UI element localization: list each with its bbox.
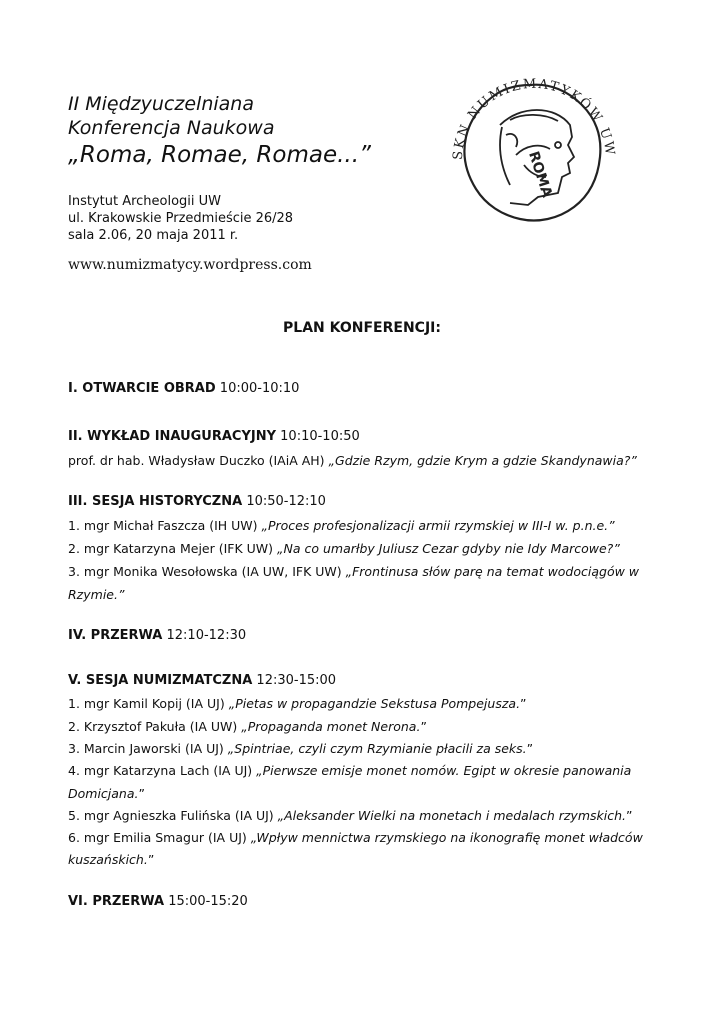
talk-title: „Propaganda monet Nerona. [241,719,421,734]
talk-title: „Wpływ mennictwa rzymskiego na ikonografię monet władców [250,830,643,845]
talk-line [68,541,620,556]
talk-title: „Frontinusa słów parę na temat wodociągów w [345,564,640,579]
section-heading: III. SESJA HISTORYCZNA [68,494,243,509]
talk-line [68,564,639,579]
talk-title-end: ” [420,719,427,734]
talk-speaker: 1. mgr Michał Faszcza (IH UW) [68,518,262,533]
talk-title: „Aleksander Wielki na monetach i medalach rzymskich. [277,808,626,823]
section-heading: II. WYKŁAD INAUGURACYJNY [68,429,277,444]
talk-line [68,830,643,845]
talk-title: „Pietas w propagandzie Sekstusa Pompejusza. [228,696,521,711]
title-line-1: II Międzyuczelniana [68,93,254,115]
section-heading: VI. PRZERWA [68,894,165,909]
title-line-3: „Roma, Romae, Romae...” [68,142,371,168]
talk-title: „Spintriae, czyli czym Rzymianie płacili za seks. [227,741,527,756]
talk-line [68,518,615,533]
talk-title: „Proces profesjonalizacji armii rzymskiej w III-I w. p.n.e.” [261,518,615,533]
section-time: 12:30-15:00 [256,673,337,688]
talk-title-end: ” [138,786,145,801]
conference-title [68,92,371,170]
talk-line-continued [68,786,145,801]
section-break-2 [68,894,248,909]
talk-speaker: 3. Marcin Jaworski (IA UJ) [68,741,228,756]
talk-speaker: 1. mgr Kamil Kopij (IA UJ) [68,696,229,711]
talk-line-continued [68,587,124,602]
section-time: 10:50-12:10 [246,494,326,509]
talk-line [68,696,527,711]
talk-line [68,453,637,468]
talk-line [68,763,631,778]
talk-speaker: 6. mgr Emilia Smagur (IA UJ) [68,830,251,845]
talk-title-continued: Rzymie.” [68,587,125,602]
talk-line [68,808,632,823]
talk-title-continued: Domicjana. [68,786,139,801]
section-historical [68,494,326,509]
section-time: 15:00-15:20 [168,894,248,909]
talk-speaker: prof. dr hab. Władysław Duczko (IAiA AH) [68,453,329,468]
website-link: www.numizmatycy.wordpress.com [68,257,312,273]
talk-title-end: ” [626,808,633,823]
address-line-2: ul. Krakowskie Przedmieście 26/28 [68,211,294,226]
section-heading: I. OTWARCIE OBRAD [68,381,216,396]
section-time: 10:10-10:50 [280,429,360,444]
club-logo-seal [440,65,620,235]
talk-speaker: 2. mgr Katarzyna Mejer (IFK UW) [68,541,278,556]
talk-title: „Pierwsze emisje monet nomów. Egipt w okresie panowania [256,763,632,778]
talk-speaker: 3. mgr Monika Wesołowska (IA UW, IFK UW) [68,564,346,579]
title-line-2: Konferencja Naukowa [68,117,275,139]
talk-title: „Na co umarłby Juliusz Cezar gdyby nie Idy Marcowe?” [277,541,620,556]
talk-title: „Gdzie Rzym, gdzie Krym a gdzie Skandynawia?” [328,453,637,468]
talk-speaker: 5. mgr Agnieszka Fulińska (IA UJ) [68,808,278,823]
talk-speaker: 2. Krzysztof Pakuła (IA UW) [68,719,242,734]
section-heading: IV. PRZERWA [68,628,163,643]
section-opening [68,381,299,396]
address-line-1: Instytut Archeologii UW [68,194,222,209]
address-line-3: sala 2.06, 20 maja 2011 r. [68,228,239,243]
section-time: 10:00-10:10 [219,381,300,396]
section-heading: V. SESJA NUMIZMATCZNA [68,673,253,688]
section-break-1 [68,628,246,643]
talk-title-end: ” [526,741,534,756]
talk-title-continued: kuszańskich. [68,852,148,867]
talk-line [68,741,533,756]
logo-center-text: ROMA [525,149,555,200]
talk-line-continued [68,852,154,867]
talk-speaker: 4. mgr Katarzyna Lach (IA UJ) [68,763,257,778]
svg-text:SKN NUMIZMATYKÓW UW [451,77,617,161]
talk-title-end: ” [520,696,527,711]
section-time: 12:10-12:30 [166,628,247,643]
section-inaugural [68,429,360,444]
talk-title-end: ” [147,852,155,867]
logo-ring-text: SKN NUMIZMATYKÓW UW [450,76,618,161]
address-block [68,193,293,244]
plan-title: PLAN KONFERENCJI: [283,320,441,336]
section-numismatic [68,673,336,688]
talk-line [68,719,427,734]
